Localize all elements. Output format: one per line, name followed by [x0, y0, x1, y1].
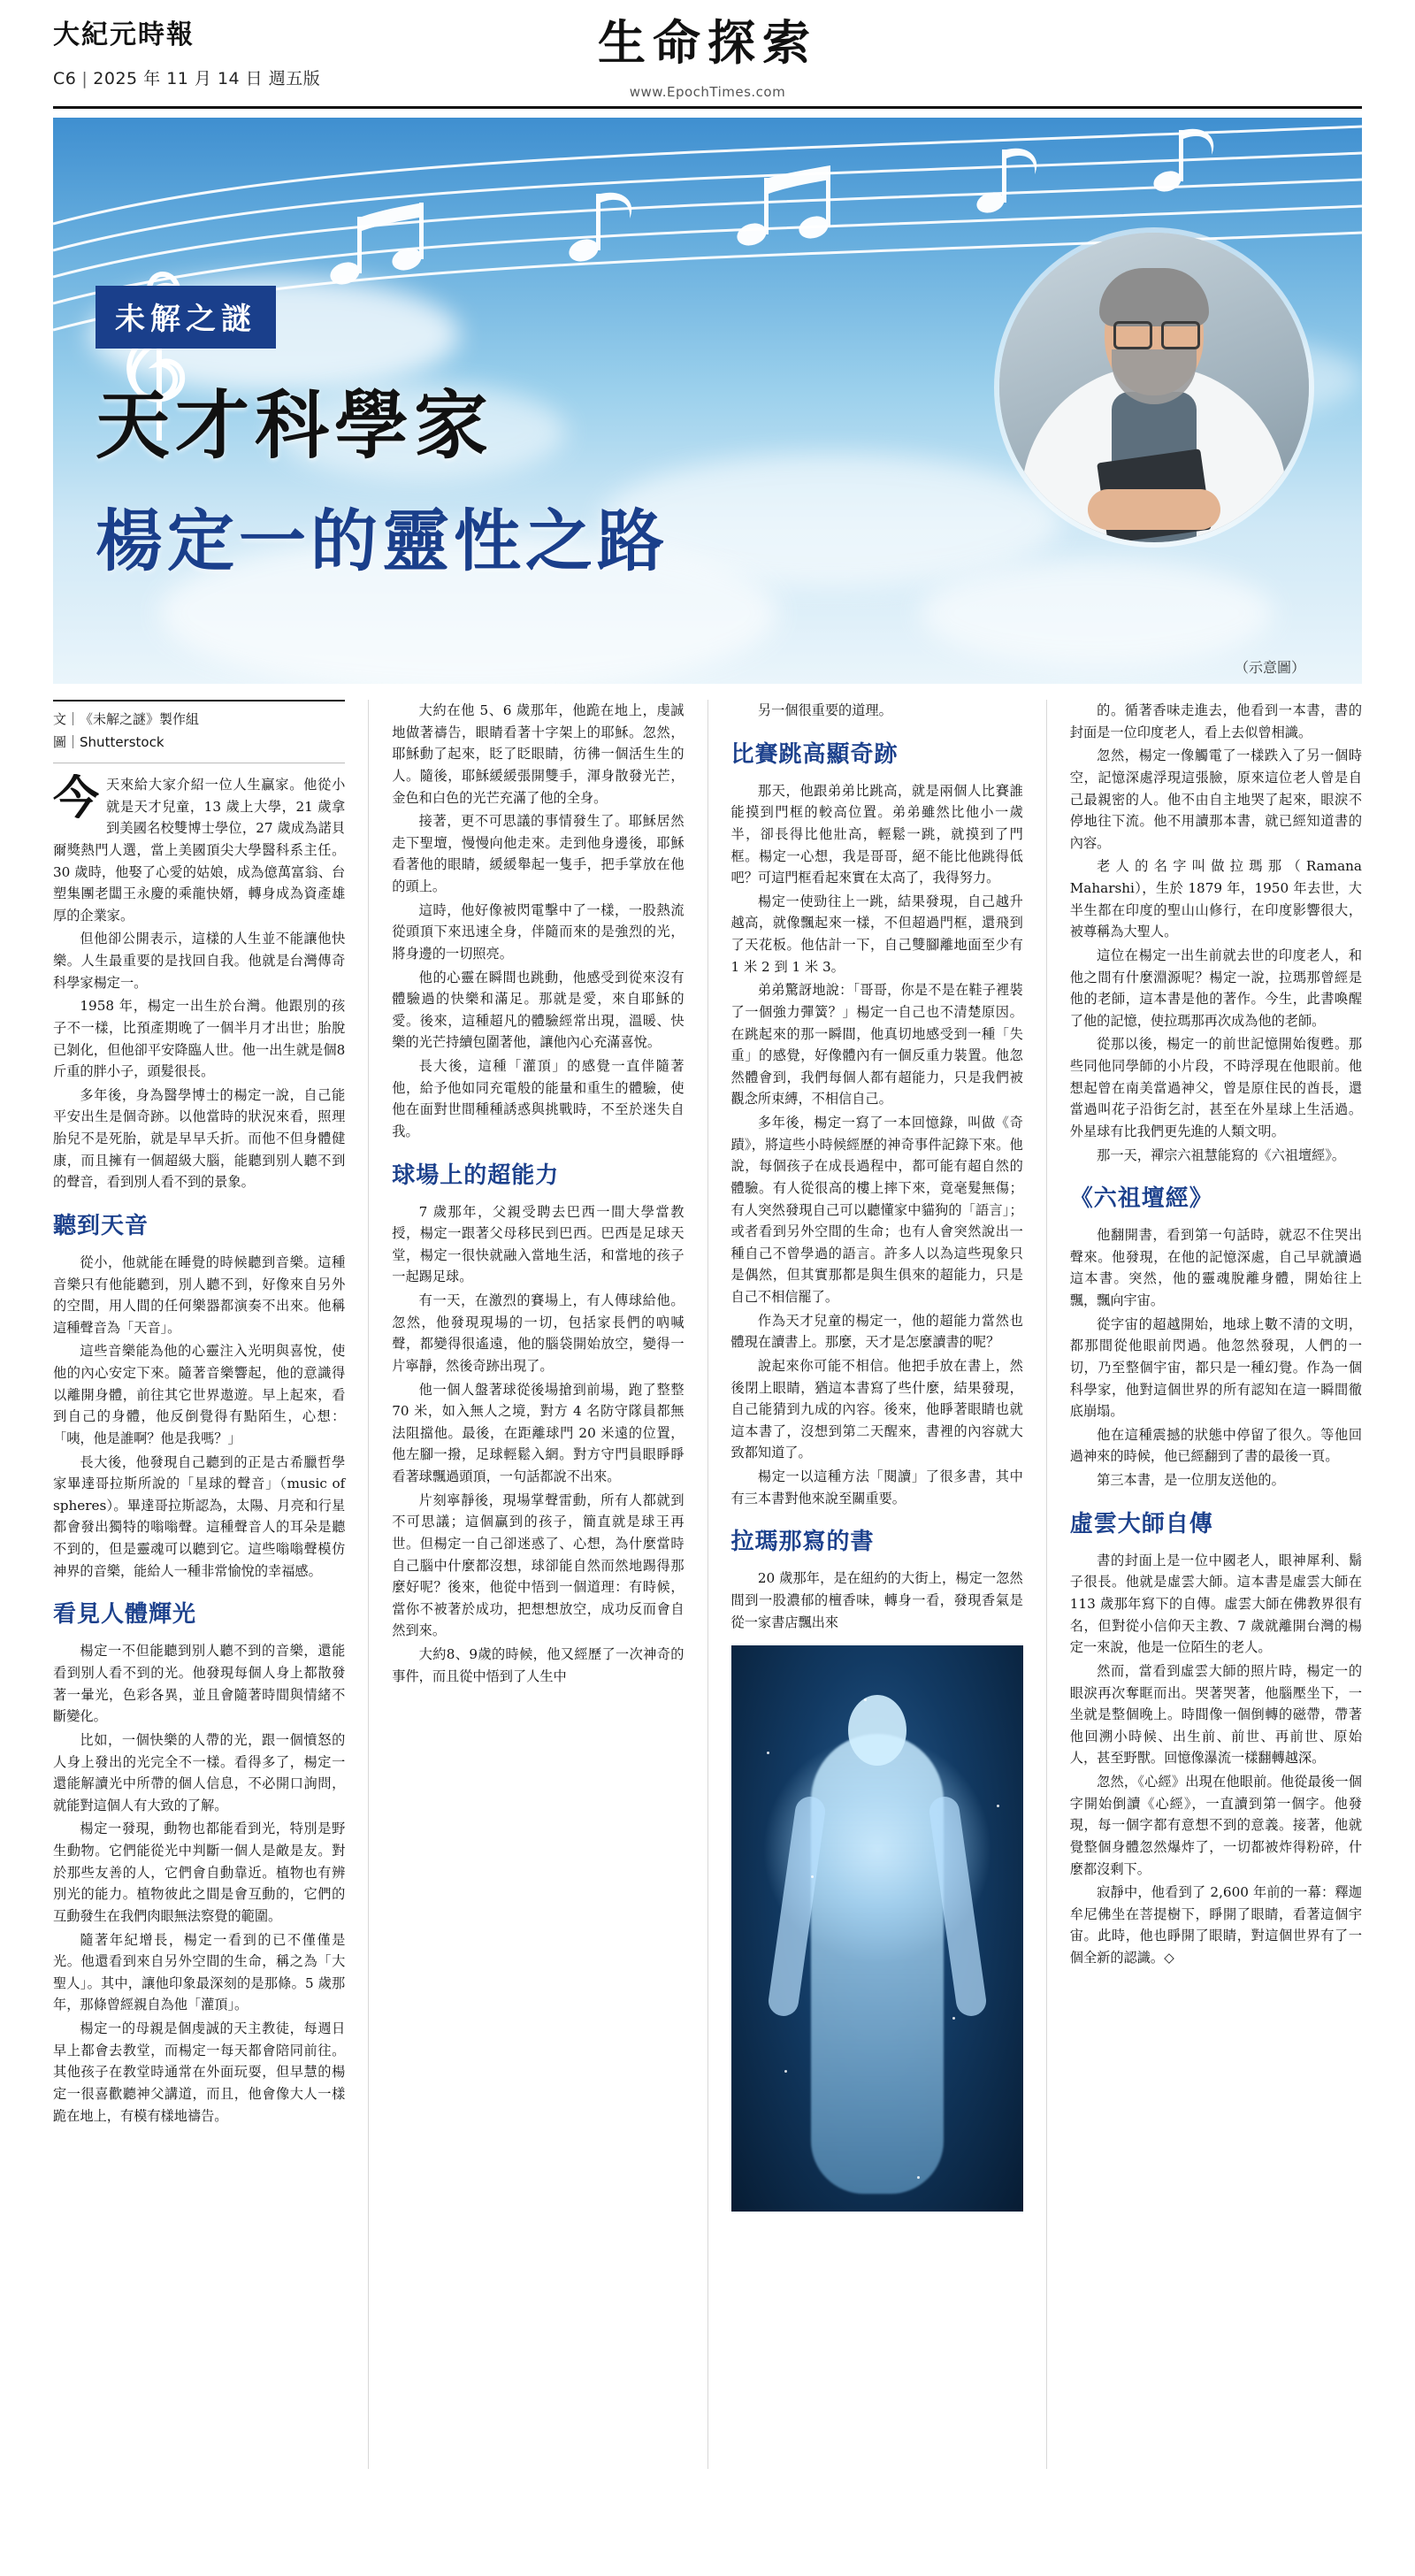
paragraph: 楊定一的母親是個虔誠的天主教徒，每週日早上都會去教堂，而楊定一每天都會陪同前往。其他孩子在教堂時通常在外面玩耍，但早慧的楊定一很喜歡聽神父講道，而且，他會像大人一樣跪在地上，有模有樣地禱告。: [53, 2020, 346, 2124]
subheading-hear-heavenly-music: 聽到天音: [53, 1212, 149, 1239]
paragraph: 忽然，《心經》出現在他眼前。他從最後一個字開始倒讀《心經》，一直讀到第一個字。他發現，每一個字都有意想不到的意義。接著，他就覺整個身體忽然爆炸了，一切都被炸得粉碎，什麼都沒剩下。: [1069, 1774, 1362, 1877]
article-column-3: [708, 700, 1023, 2469]
lead-paragraph-text: 天來給大家介紹一位人生贏家。他從小就是天才兒童，13 歲上大學，21 歲拿到美國名校雙博士學位，27 歲成為諾貝爾獎熱門人選，當上美國頂尖大學醫科系主任。30 歲時，他娶了心愛的姑娘，成為億萬富翁、台塑集團老闆王永慶的乘龍快婿，轉身成為資產雄厚的企業家。: [53, 777, 346, 924]
paragraph: 楊定一使勁往上一跳，結果發現，自己越升越高，就像飄起來一樣，不但超過門框，還飛到了天花板。他估計一下，自己雙腳離地面至少有 1 米 2 到 1 米 3。: [730, 893, 1023, 975]
byline-image-line: 圖｜Shutterstock: [53, 733, 164, 750]
paragraph: 楊定一以這種方法「閱讀」了很多書，其中有三本書對他來說至關重要。: [730, 1468, 1023, 1506]
subheading-high-jump-miracle: 比賽跳高顯奇跡: [730, 740, 899, 768]
cloud-decor: [920, 560, 1274, 666]
series-tag: 未解之謎: [96, 286, 276, 349]
paragraph: 1958 年，楊定一出生於台灣。他跟別的孩子不一樣，比預產期晚了一個半月才出世；胎脫已剝化，但他卻平安降臨人世。他一出生就是個8斤重的胖小子，頭髮很長。: [53, 998, 346, 1080]
paragraph: 弟弟驚訝地說：「哥哥，你是不是在鞋子裡裝了一個強力彈簧？」楊定一自己也不清楚原因。在跳起來的那一瞬間，他真切地感受到一種「失重」的感覺，好像體內有一個反重力裝置。他忽然體會到，我們每個人都有超能力，只是我們被觀念所束縛，不相信自己。: [730, 982, 1023, 1108]
byline-text-value: 《未解之謎》製作組: [80, 711, 200, 727]
silhouette-body: [811, 1734, 944, 2194]
paragraph: 第三本書，是一位朋友送他的。: [1097, 1472, 1285, 1489]
paragraph: 然而，當看到虛雲大師的照片時，楊定一的眼淚再次奪眶而出。哭著哭著，他腦壓坐下，一坐就是整個晚上。時間像一個倒轉的磁帶，帶著他回溯小時候、出生前、前世、再前世、原始人，甚至野獸。回憶像瀑流一樣翻轉越深。: [1069, 1662, 1362, 1767]
paragraph: 這些音樂能為他的心靈注入光明與喜悅，使他的內心安定下來。隨著音樂響起，他的意識得以離開身體，前往其它世界遨遊。早上起來，看到自己的身體，他反倒覺得有點陌生，心想：「咦，他是誰啊？他是我嗎？」: [53, 1343, 346, 1446]
paragraph: 他一個人盤著球從後場搶到前場，跑了整整 70 米，如入無人之境，對方 4 名防守隊員都無法阻擋他。最後，在距離球門 20 米遠的位置，他左腳一撥，足球輕鬆入網。對方守門員眼睜睜看著球飄過頭頂，一句話都說不出來。: [392, 1381, 685, 1485]
article-column-2: [368, 700, 684, 2469]
section-title: 生命探索: [598, 14, 817, 71]
photo-credit: （示意圖）: [1234, 659, 1305, 676]
subheading-xuyun-autobiography: 虛雲大師自傳: [1069, 1510, 1213, 1537]
silhouette-head: [848, 1695, 906, 1766]
paragraph: 從字宙的超越開始，地球上數不清的文明，都那間從他眼前閃過。他忽然發現，人們的一切，乃至整個宇宙，都只是一種幻覺。作為一個科學家，他對這個世界的所有認知在這一瞬間徹底崩塌。: [1069, 1315, 1362, 1420]
paragraph: 比如，一個快樂的人帶的光，跟一個憤怒的人身上發出的光完全不一樣。看得多了，楊定一還能解讀光中所帶的個人信息，不必開口詢問，就能對這個人有大致的了解。: [53, 1731, 346, 1813]
paragraph: 忽然，楊定一像觸電了一樣跌入了另一個時空，記憶深處浮現這張臉，原來這位老人曾是自己最親密的人。他不由自主地哭了起來，眼淚不停地往下流。他不用讀那本書，就已經知道書的內容。: [1069, 748, 1362, 851]
paragraph: 長大後，他發現自己聽到的正是古希臘哲學家畢達哥拉斯所說的「星球的聲音」（music of spheres）。畢達哥拉斯認為，太陽、月亮和行星都會發出獨特的嗡嗡聲。這種聲音人的耳朵是聽不到的，但是靈魂可以聽到它。這些嗡嗡聲模仿神界的音樂，能給人一種非常愉悅的幸福感。: [53, 1453, 346, 1579]
byline-image-value: Shutterstock: [80, 733, 164, 750]
page-code: C6: [53, 69, 77, 88]
paragraph: 從那以後，楊定一的前世記憶開始復甦。那些同他同學師的小片段，不時浮現在他眼前。他想起曾在南美當過神父，曾是原住民的酋長，還當過叫花子沿街乞討，甚至在外星球上生活過。外星球有比我們更先進的人類文明。: [1069, 1036, 1362, 1139]
hero-title-block: [96, 286, 669, 584]
paragraph: 書的封面上是一位中國老人，眼神犀利、鬍子很長。他就是虛雲大師。這本書是虛雲大師在 113 歲那年寫下的自傳。虛雲大師在佛教界很有名，但對從小信仰天主教、7 歲就離開台灣的楊定一來說，他是一位陌生的老人。: [1069, 1552, 1362, 1656]
paragraph: 這時，他好像被閃電擊中了一樣，一股熱流從頭頂下來迅速全身，伴隨而來的是強烈的光，將身邊的一切照亮。: [392, 901, 685, 962]
masthead-center: [345, 0, 1070, 100]
paragraph: 老人的名字叫做拉瑪那（Ramana Maharshi），生於 1879 年，1950 年去世，大半生都在印度的聖山山修行，在印度影響很大，被尊稱為大聖人。: [1069, 858, 1362, 940]
headline-line-2: 楊定一的靈性之路: [96, 502, 669, 580]
portrait-photo: [999, 233, 1309, 542]
portrait-hands: [1088, 489, 1220, 530]
issue-date: 2025 年 11 月 14 日 週五版: [93, 69, 321, 88]
hero-banner: [53, 118, 1362, 684]
paragraph: 接著，更不可思議的事情發生了。耶穌居然走下聖壇，慢慢向他走來。走到他身邊後，耶穌看著他的眼睛，緩緩舉起一隻手，把手掌放在他的頭上。: [392, 813, 685, 894]
paragraph: 隨著年紀增長，楊定一看到的已不僅僅是光。他還看到來自另外空間的生命，稱之為「大聖人」。其中，讓他印象最深刻的是那條。5 歲那年，那條曾經親自為他「灌頂」。: [53, 1931, 346, 2013]
lead-paragraph: [53, 774, 345, 926]
paragraph-final: 寂靜中，他看到了 2,600 年前的一幕：釋迦牟尼佛坐在菩提樹下，睜開了眼睛，看著這個宇宙。此時，他也睜開了眼睛，對這個世界有了一個全新的認識。◇: [1069, 1884, 1362, 1966]
paragraph: 7 歲那年，父親受聘去巴西一間大學當教授，楊定一跟著父母移民到巴西。巴西是足球天堂，楊定一很快就融入當地生活，和當地的孩子一起踢足球。: [392, 1203, 685, 1285]
paragraph: 他翻開書，看到第一句話時，就忍不住哭出聲來。他發現，在他的記憶深處，自己早就讀過這本書。突然，他的靈魂脫離身體，開始往上飄，飄向宇宙。: [1069, 1227, 1362, 1309]
glasses-icon: [1161, 321, 1200, 349]
paragraph: 那一天，禪宗六祖慧能寫的《六祖壇經》。: [1097, 1146, 1346, 1163]
subheading-platform-sutra: 《六祖壇經》: [1069, 1185, 1213, 1213]
paragraph: 的。循著香味走進去，他看到一本書，書的封面是一位印度老人，看上去似曾相識。: [1069, 702, 1362, 740]
paragraph: 楊定一不但能聽到别人聽不到的音樂，還能看到别人看不到的光。他發現每個人身上都散發著一暈光，色彩各異，並且會隨著時間與情緒不斷變化。: [53, 1643, 346, 1725]
paragraph: 大約在他 5、6 歲那年，他跪在地上，虔誠地做著禱告，眼睛看著十字架上的耶穌。忽然，耶穌動了起來，眨了眨眼睛，彷彿一個活生生的人。隨後，耶穌緩緩張開雙手，渾身散發光芒，金色和白色的光芒充滿了他的全身。: [392, 702, 685, 806]
masthead: [53, 0, 1362, 109]
byline: [53, 700, 345, 763]
paragraph: 長大後，這種「灌頂」的感覺一直伴隨著他，給予他如同充電般的能量和重生的體驗，使他在面對世間種種誘惑與挑戰時，不至於迷失自我。: [392, 1058, 685, 1139]
website-url: www.EpochTimes.com: [629, 84, 786, 100]
drop-cap: 今: [53, 774, 100, 825]
subheading-see-human-aura: 看見人體輝光: [53, 1601, 197, 1629]
article-columns: [53, 700, 1362, 2469]
issue-line: [53, 65, 345, 89]
paragraph: 那天，他跟弟弟比跳高，就是兩個人比賽誰能摸到門框的較高位置。弟弟雖然比他小一歲半，卻長得比他壯高，輕鬆一跳，就摸到了門框。楊定一心想，我是哥哥，絕不能比他跳得低吧？可這門框看起來實在太高了，我得努力。: [730, 782, 1023, 886]
headline-line-1: 天才科學家: [96, 381, 494, 469]
paragraph: 說起來你可能不相信。他把手放在書上，然後閉上眼睛，猶這本書寫了些什麼，結果發現，自己能猜到九成的內容。後來，他睜著眼睛也就這本書了，沒想到第二天醒來，書裡的內容就大致都知道了。: [730, 1357, 1023, 1461]
subheading-ramana-book: 拉瑪那寫的書: [730, 1529, 875, 1556]
paragraph: 他的心靈在瞬間也跳動，他感受到從來沒有體驗過的快樂和滿足。那就是愛，來自耶穌的愛。後來，這種超凡的體驗經常出現，溫暖、快樂的光芒持續包圍著他，讓他內心充滿喜悅。: [392, 969, 685, 1051]
glasses-icon: [1113, 321, 1152, 349]
paragraph: 楊定一發現，動物也都能看到光，特別是野生動物。它們能從光中判斷一個人是敵是友。對於那些友善的人，它們會自動靠近。植物也有辨別光的能力。植物彼此之間是會互動的，它們的互動發生在我們肉眼無法察覺的範圍。: [53, 1821, 346, 1924]
paragraph: 片刻寧靜後，現場掌聲雷動，所有人都就到不可思議；這個贏到的孩子，簡直就是球王再世。但楊定一自己卻迷惑了、心想，為什麼當時自己腦中什麼都沒想，球卻能自然而然地踢得那麼好呢？後來，他從中悟到一個道理：有時候，當你不被著於成功，把想想放空，成功反而會自然到來。: [392, 1491, 685, 1639]
subheading-superpower-on-field: 球場上的超能力: [392, 1162, 560, 1189]
article-column-1: [53, 700, 345, 2469]
paragraph: 20 歲那年，是在紐約的大街上，楊定一忽然間到一股濃郁的檀香味，轉身一看，發現香氣是從一家書店飄出來: [730, 1570, 1023, 1630]
paragraph: 大約8、9歲的時候，他又經歷了一次神奇的事件，而且從中悟到了人生中: [392, 1646, 685, 1684]
paragraph: 作為天才兒童的楊定一，他的超能力當然也體現在讀書上。那麼，天才是怎麼讀書的呢？: [730, 1312, 1023, 1351]
glowing-human-silhouette-figure: [731, 1645, 1023, 2212]
masthead-left: [53, 0, 345, 89]
separator: |: [81, 69, 88, 88]
paragraph: 多年後，身為醫學博士的楊定一說，自己能平安出生是個奇跡。以他當時的狀況來看，照理胎兒不是死胎，就是早早夭折。而他不但身體健康，而且擁有一個超級大腦，能聽到别人聽不到的聲音，看到別人看不到的景象。: [53, 1086, 346, 1191]
paragraph: 多年後，楊定一寫了一本回憶錄，叫做《奇蹟》，將這些小時候經歷的神奇事件記錄下來。他說，每個孩子在成長過程中，都可能有超自然的體驗。有人從很高的樓上摔下來，竟毫髮無傷；有人突然發現自己可以聽懂家中貓狗的「語言」；或者看到另外空間的生命；也有人會突然說出一種自己不曾學過的語言。許多人以為這些現象只是偶然，但其實那都是與生俱來的超能力，只是自己不相信罷了。: [730, 1115, 1023, 1306]
byline-image-label: 圖: [53, 733, 67, 750]
publication-logo: 大紀元時報: [53, 19, 195, 50]
paragraph: 但他卻公開表示，這樣的人生並不能讓他快樂。人生最重要的是找回自我。他就是台灣傳奇科學家楊定一。: [53, 931, 346, 991]
byline-text-line: 文｜《未解之謎》製作組: [53, 711, 200, 727]
paragraph: 從小，他就能在睡覺的時候聽到音樂。這種音樂只有他能聽到，別人聽不到，好像來自另外的空間，用人間的任何樂器都演奏不出來。他稱這種聲音為「天音」。: [53, 1254, 346, 1336]
paragraph: 他在這種震撼的狀態中停留了很久。等他回過神來的時候，他已經翻到了書的最後一頁。: [1069, 1426, 1362, 1465]
paragraph: 另一個很重要的道理。: [757, 702, 892, 718]
article-column-4: [1046, 700, 1362, 2469]
paragraph: 這位在楊定一出生前就去世的印度老人，和他之間有什麼淵源呢？楊定一說，拉瑪那曾經是他的老師，這本書是他的著作。今生，此書喚醒了他的記憶，使拉瑪那再次成為他的老師。: [1069, 947, 1362, 1029]
byline-text-label: 文: [53, 711, 67, 727]
paragraph: 有一天，在激烈的賽場上，有人傳球給他。忽然，他發現現場的一切，包括家長們的吶喊聲，都變得很遙遠，他的腦袋開始放空，變得一片寧靜，然後奇跡出現了。: [392, 1292, 685, 1374]
